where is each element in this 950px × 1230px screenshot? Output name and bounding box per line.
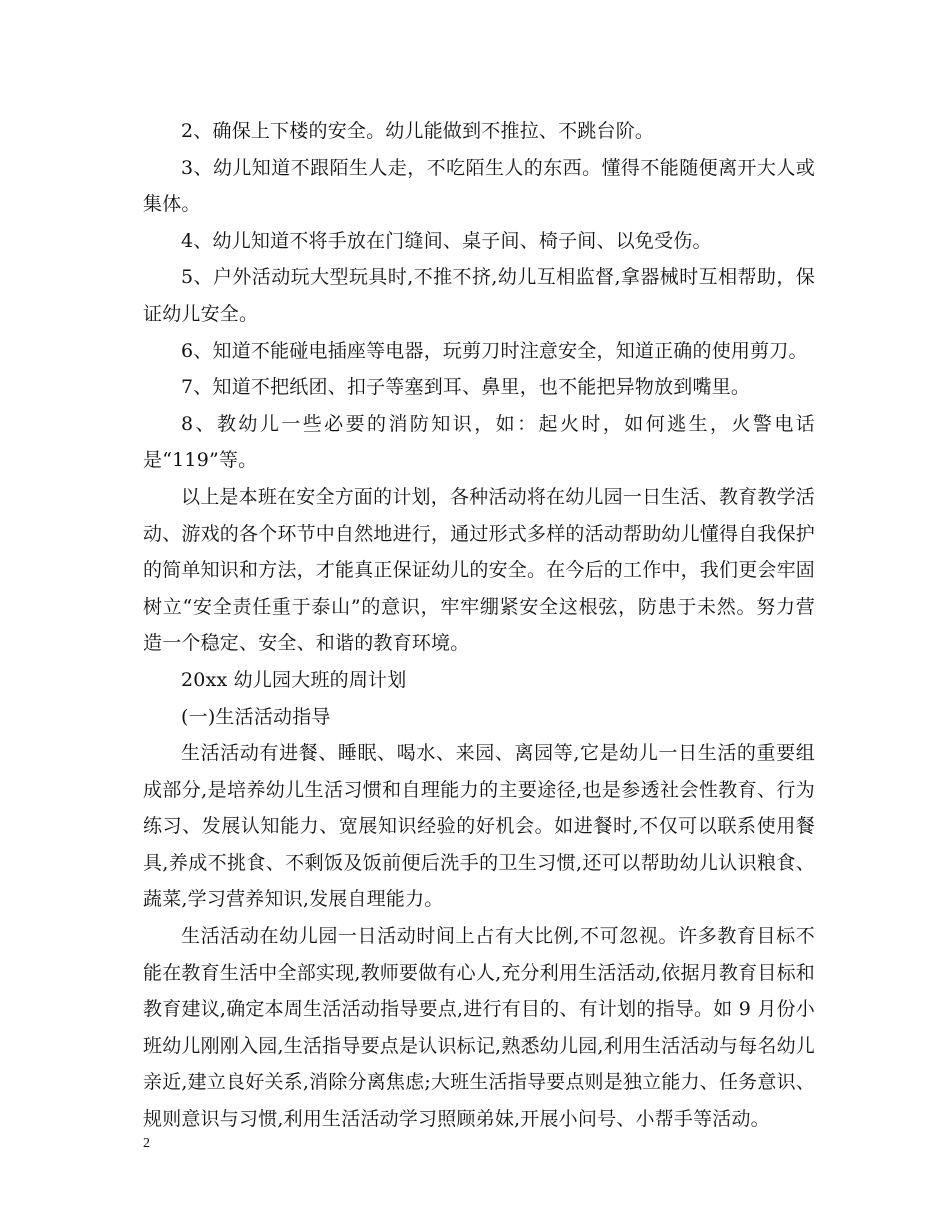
paragraph-item-6: 6、知道不能碰电插座等电器，玩剪刀时注意安全，知道正确的使用剪刀。 xyxy=(181,339,808,362)
section-heading-weekly-plan: 20xx 幼儿园大班的周计划 xyxy=(181,668,407,691)
page-number: 2 xyxy=(143,1136,150,1151)
paragraph-item-2: 2、确保上下楼的安全。幼儿能做到不推拉、不跳台阶。 xyxy=(181,120,655,142)
life-activity-guidance-paragraph: 生活活动在幼儿园一日活动时间上占有大比例,不可忽视。许多教育目标不能在教育生活中全部实现,教师要做有心人,充分利用生活活动,依据月教育目标和教育建议,确定本周生活活动指导要点,进行有目的、有计划的指导。如 9 月份小班幼儿刚刚入园,生活指导要点是认识标记,熟悉幼儿园,利用生活活动与每名幼儿亲近,建立良好关系,消除分离焦虑;大班生活指导要点则是独立能力、任务意识、规则意识与习惯,利用生活活动学习照顾弟妹,开展小问号、小帮手等活动。 xyxy=(143,925,815,1131)
safety-summary-paragraph: 以上是本班在安全方面的计划，各种活动将在幼儿园一日生活、教育教学活动、游戏的各个环节中自然地进行，通过形式多样的活动帮助幼儿懂得自我保护的简单知识和方法，才能真正保证幼儿的安全。在今后的工作中，我们更会牢固树立“安全责任重于泰山”的意识，牢牢绷紧安全这根弦，防患于未然。努力营造一个稳定、安全、和谐的教育环境。 xyxy=(143,485,816,655)
subsection-heading-life-activity: (一)生活活动指导 xyxy=(181,705,331,728)
life-activity-paragraph: 生活活动有进餐、睡眠、喝水、来园、离园等,它是幼儿一日生活的重要组成部分,是培养幼儿生活习惯和自理能力的主要途径,也是参透社会性教育、行为练习、发展认知能力、宽展知识经验的好机会。如进餐时,不仅可以联系使用餐具,养成不挑食、不剩饭及饭前便后洗手的卫生习惯,还可以帮助幼儿认识粮食、蔬菜,学习营养知识,发展自理能力。 xyxy=(143,742,815,911)
paragraph-item-8: 8、教幼儿一些必要的消防知识，如：起火时，如何逃生，火警电话是“119”等。 xyxy=(143,412,815,472)
paragraph-item-5: 5、户外活动玩大型玩具时,不推不挤,幼儿互相监督,拿器械时互相帮助，保证幼儿安全。 xyxy=(143,266,815,325)
paragraph-item-7: 7、知道不把纸团、扣子等塞到耳、鼻里，也不能把异物放到嘴里。 xyxy=(181,376,751,399)
document-body xyxy=(143,113,815,1138)
paragraph-item-3: 3、幼儿知道不跟陌生人走，不吃陌生人的东西。懂得不能随便离开大人或集体。 xyxy=(143,156,815,216)
paragraph-item-4: 4、幼儿知道不将手放在门缝间、桌子间、椅子间、以免受伤。 xyxy=(181,229,712,252)
